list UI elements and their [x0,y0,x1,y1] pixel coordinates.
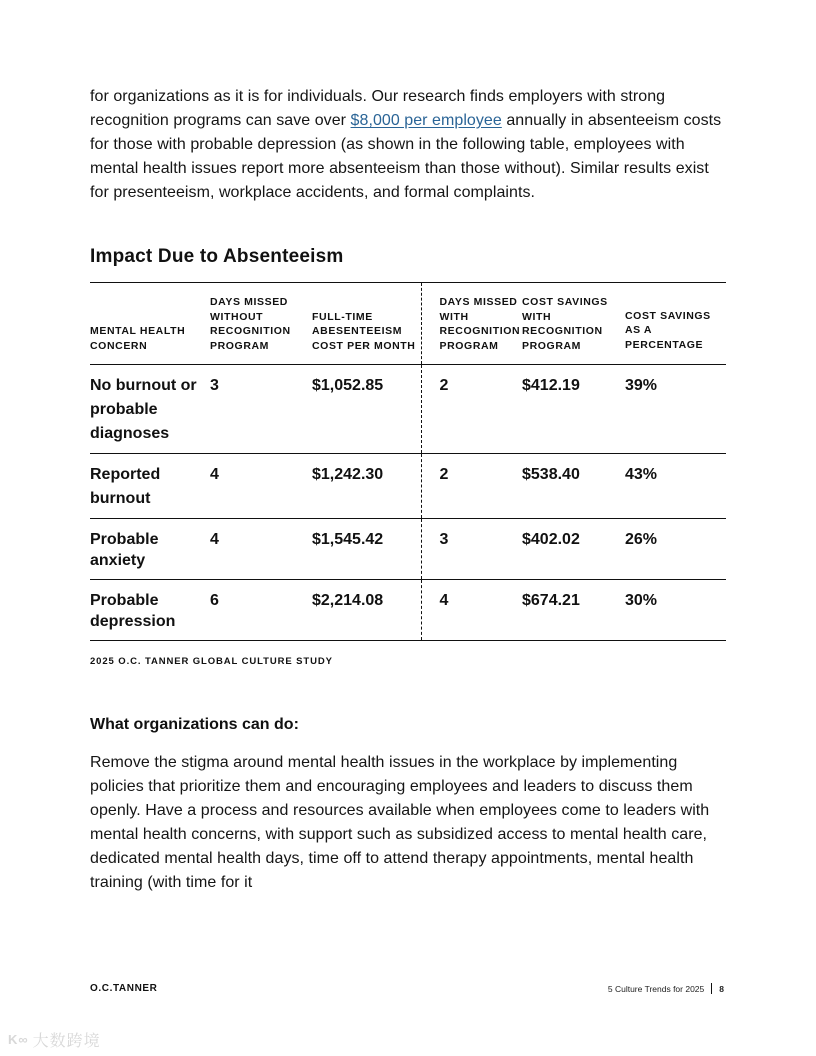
footer-logo: O.C.TANNER [90,983,158,994]
header-savings-percentage: COST SAVINGS AS A PERCENTAGE [625,309,711,352]
cell-concern: No burnout or probable diagnoses [90,377,197,442]
header-days-missed-without: DAYS MISSED WITHOUT RECOGNITION PROGRAM [210,295,291,353]
section-body: Remove the stigma around mental health issues in the workplace by implementing policies that prioritize them and encouraging employees and leaders to discuss them openly. Have a process and resources available when employees come to leaders with mental health concerns, with support such as subsidized access to mental health care, dedicated mental health days, time off to attend therapy appointments, mental health training (with time for it [90,754,710,891]
cell-days-without: 6 [210,592,219,609]
cell-savings: $538.40 [522,466,580,483]
cell-percentage: 39% [625,377,658,394]
cell-days-with: 3 [421,519,522,580]
footer-separator [711,983,712,994]
absenteeism-table [90,282,726,641]
intro-text-end: annually in absenteeism costs for those with probable depression (as shown in the following table, employees with mental health issues report more absenteeism than those without). Similar results exist for presenteeism, workplace accidents, and formal complaints. [90,112,722,201]
cell-concern: Probable anxiety [90,531,159,569]
cell-percentage: 43% [625,466,658,483]
cell-cost: $2,214.08 [312,592,384,609]
savings-link[interactable]: $8,000 per employee [350,112,502,129]
intro-text-start: for organizations as it is for individuals. Our research finds employers with strong recognition programs can save over [90,88,666,129]
cell-days-with: 4 [421,580,522,641]
header-cost-savings: COST SAVINGS WITH RECOGNITION PROGRAM [522,295,608,353]
cell-days-with: 2 [421,454,522,519]
header-cost-per-month: FULL-TIME ABESENTEEISM COST PER MONTH [312,310,416,353]
watermark [8,1028,101,1051]
cell-cost: $1,545.42 [312,531,384,548]
table-source: 2025 O.C. TANNER GLOBAL CULTURE STUDY [90,656,333,667]
cell-percentage: 30% [625,592,658,609]
table-header-row [90,283,726,365]
cell-days-without: 4 [210,466,219,483]
cell-cost: $1,242.30 [312,466,384,483]
cell-days-with: 2 [421,365,522,454]
section-heading: What organizations can do: [90,716,299,733]
table-row [90,519,726,580]
cell-days-without: 3 [210,377,219,394]
page-number: 8 [719,983,724,994]
cell-savings: $674.21 [522,592,580,609]
watermark-logo-icon: K∞ [8,1032,29,1047]
cell-savings: $402.02 [522,531,580,548]
page-content [90,85,726,891]
header-mental-health-concern: MENTAL HEALTH CONCERN [90,325,186,353]
cell-concern: Reported burnout [90,466,161,507]
footer-page-info [608,983,724,994]
cell-concern: Probable depression [90,592,176,630]
page-footer [90,983,726,997]
table-row [90,365,726,454]
absenteeism-table-container [90,282,726,641]
cell-cost: $1,052.85 [312,377,384,394]
footer-doc-title: 5 Culture Trends for 2025 [607,983,705,994]
cell-percentage: 26% [625,531,658,548]
table-row [90,580,726,641]
watermark-text: 大数跨境 [32,1033,101,1050]
table-row [90,454,726,519]
table-title: Impact Due to Absenteeism [90,246,344,267]
header-days-missed-with: DAYS MISSED WITH RECOGNITION PROGRAM [421,283,522,365]
cell-days-without: 4 [210,531,219,548]
cell-savings: $412.19 [522,377,580,394]
intro-paragraph [90,85,726,205]
